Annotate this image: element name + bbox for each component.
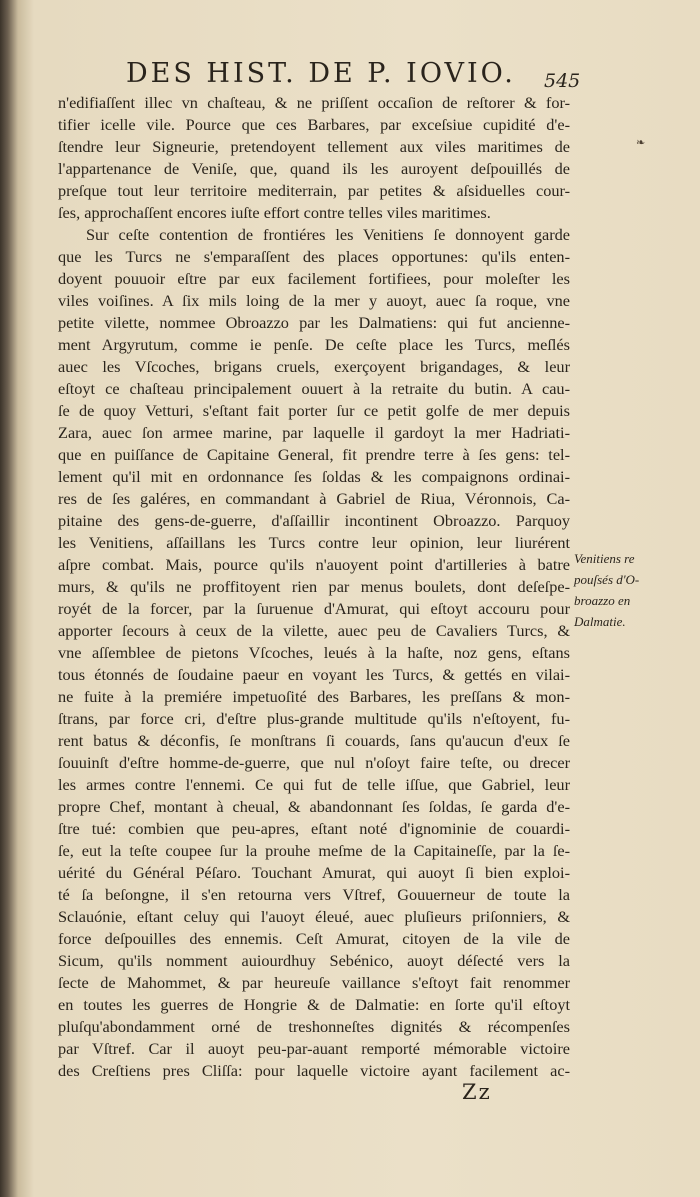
text-line: ne fuite à la premiére impetuoſité des Barbares, les preſſans & mon-	[58, 687, 570, 706]
text-line: viles voiſines. A ſix mils loing de la mer y auoyt, auec ſa roque, vne	[58, 291, 570, 310]
text-line: Zara, auec ſon armee marine, par laquelle il gardoyt la mer Hadriati-	[58, 423, 570, 442]
text-line: ſouuinſt d'eſtre homme-de-guerre, que nul n'oſoyt faire teſte, ou drecer	[58, 753, 570, 772]
text-line: les Venitiens, aſſaillans les Turcs contre leur opinion, leur liurérent	[58, 533, 570, 552]
text-line: des Creſtiens pres Cliſſa: pour laquelle victoire ayant facilement ac-	[58, 1061, 570, 1080]
text-line: en toutes les guerres de Hongrie & de Dalmatie: en ſorte qu'il eſtoyt	[58, 995, 570, 1014]
text-line: té ſa beſongne, il s'en retourna vers Vſtref, Gouuerneur de toute la	[58, 885, 570, 904]
text-line: pitaine des gens-de-guerre, d'aſſaillir incontinent Obroazzo. Parquoy	[58, 511, 570, 530]
text-line: l'appartenance de Veniſe, que, quand ils les auroyent deſpouillés de	[58, 159, 570, 178]
running-header: DES HIST. DE P. IOVIO.	[126, 58, 516, 89]
text-line: ſtre tué: combien que peu-apres, eſtant noté d'ignominie de couardi-	[58, 819, 570, 838]
text-line: vne aſſemblee de pietons Vſcoches, leués à la haſte, noz gens, eſtans	[58, 643, 570, 662]
text-line: petite vilette, nommee Obroazzo par les Dalmatiens: qui fut ancienne-	[58, 313, 570, 332]
text-line: ment Argyrutum, comme ie penſe. De ceſte place les Turcs, meſlés	[58, 335, 570, 354]
text-line: doyent pouuoir eſtre par eux facilement fortifiees, pour moleſter les	[58, 269, 570, 288]
signature-mark: Zz	[462, 1080, 492, 1104]
text-line: tifier icelle vile. Pource que ces Barbares, par exceſsiue cupidité d'e-	[58, 115, 570, 134]
body-text	[58, 92, 570, 1082]
text-line: auec les Vſcoches, brigans cruels, exerçoyent brigandages, & leur	[58, 357, 570, 376]
text-line: propre Chef, montant à cheual, & abandonnant ſes ſoldas, ſe garda d'e-	[58, 797, 570, 816]
margin-note-line: broazzo en	[574, 593, 631, 608]
text-line: Sur ceſte contention de frontiéres les Venitiens ſe donnoyent garde	[86, 225, 570, 244]
text-line: ſtendre leur Signeurie, pretendoyent tellement aux viles maritimes de	[58, 137, 570, 156]
text-line: ſe, eut la teſte coupee ſur la prouhe meſme de la Capitaineſſe, par la ſe-	[58, 841, 570, 860]
text-line: par Vſtref. Car il auoyt peu-par-auant remporté mémorable victoire	[58, 1039, 570, 1058]
text-line: uérité du Général Péſaro. Touchant Amurat, qui auoyt ſi bien exploi-	[58, 863, 570, 882]
text-line: preſque tout leur territoire mediterrain, par petites & aſsiduelles cour-	[58, 181, 570, 200]
text-line: ſes, approchaſſent encores iuſte effort contre telles viles maritimes.	[58, 203, 491, 222]
text-line: res de ſes galéres, en commandant à Gabriel de Riua, Véronnois, Ca-	[58, 489, 570, 508]
text-line: les armes contre l'ennemi. Ce qui fut de telle iſſue, que Gabriel, leur	[58, 775, 570, 794]
margin-note-line: Venitiens re	[574, 551, 635, 566]
text-line: pluſqu'abondamment orné de treshonneſtes dignités & récompenſes	[58, 1017, 570, 1036]
text-line: Sclauónie, eſtant celuy qui l'auoyt éleué, auec pluſieurs priſonniers, &	[58, 907, 570, 926]
text-line: ſtrans, par force cri, d'eſtre plus-grande multitude qu'ils n'eſtoyent, fu-	[58, 709, 570, 728]
text-line: lement qu'il mit en ordonnance ſes ſoldas & les compaignons ordinai-	[58, 467, 570, 486]
text-line: n'edifiaſſent illec vn chaſteau, & ne priſſent occaſion de reſtorer & for-	[58, 93, 570, 112]
margin-note-line: pouſsés d'O-	[574, 572, 640, 587]
text-line: tous étonnés de ſoudaine paeur en voyant les Turcs, & gettés en vilai-	[58, 665, 570, 684]
text-line: ſe de quoy Vetturi, s'eſtant fait porter ſur ce petit golfe de mer depuis	[58, 401, 570, 420]
margin-note-line: Dalmatie.	[574, 614, 626, 629]
text-line: royét de la forcer, par la ſuruenue d'Amurat, qui eſtoyt accouru pour	[58, 599, 570, 618]
text-line: ſecte de Mahommet, & par heureuſe vaillance s'eſtoyt fait renommer	[58, 973, 570, 992]
text-line: Sicum, qu'ils nomment auiourdhuy Sebénico, auoyt déſecté vers la	[58, 951, 570, 970]
margin-note	[574, 548, 698, 632]
page-number: 545	[544, 70, 581, 92]
fleuron-icon: ❧	[636, 136, 646, 149]
text-line: aſpre combat. Mais, pource qu'ils n'auoyent point d'artilleries à batre	[58, 555, 570, 574]
text-line: murs, & qu'ils ne proffitoyent rien par menus boulets, dont deſeſpe-	[58, 577, 570, 596]
text-line: que les Turcs ne s'emparaſſent des places opportunes: qu'ils enten-	[58, 247, 570, 266]
text-line: force deſpouilles des ennemis. Ceſt Amurat, citoyen de la vile de	[58, 929, 570, 948]
text-line: que en puiſſance de Capitaine General, fit prendre terre à ſes gens: tel-	[58, 445, 570, 464]
text-line: rent batus & déconfis, ſe monſtrans ſi couards, ſans qu'aucun d'eux ſe	[58, 731, 570, 750]
text-line: apporter ſecours à ceux de la vilette, auec peu de Cavaliers Turcs, &	[58, 621, 570, 640]
text-line: eſtoyt ce chaſteau principalement ouuert à la retraite du butin. A cau-	[58, 379, 570, 398]
